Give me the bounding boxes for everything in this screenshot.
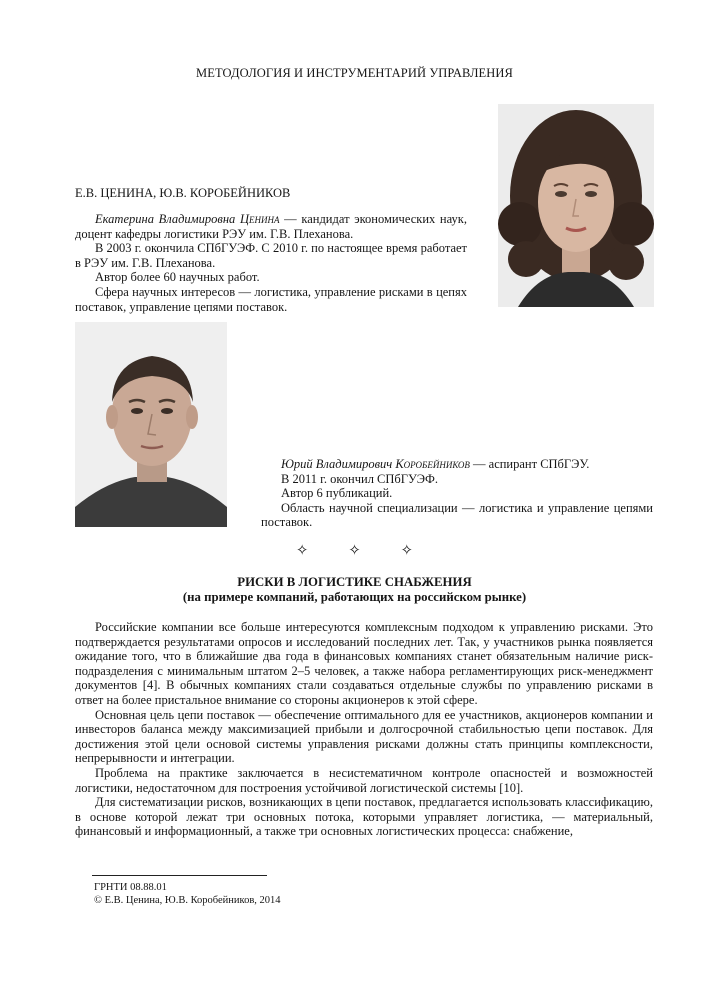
author2-bio-line: Автор 6 публикаций. [281,486,393,501]
footnotes [94,881,281,907]
grnti-code: ГРНТИ 08.88.01 [94,882,167,893]
article-title-block [0,575,709,605]
author2-bio-line: Область научной специализации — логистика и управление цепями поставок. [261,500,653,530]
article-title: РИСКИ В ЛОГИСТИКЕ СНАБЖЕНИЯ [237,575,472,589]
paragraph: Для систематизации рисков, возникающих в цепи поставок, предлагается использовать классификацию, в основе которой лежат три основных потока, которыми управляет логистика, — материальный, финансовый и информационный, а также три основных логистических процесса: снабжение, [75,795,653,839]
paragraph: Проблема на практике заключается в несистематичном контроле опасностей и возможностей логистики, недостаточном для построения устойчивой логистической системы [10]. [75,765,653,795]
author2-name: Юрий Владимирович [281,457,396,471]
article-subtitle: (на примере компаний, работающих на российском рынке) [182,590,527,604]
author1-photo [498,104,654,307]
author1-bio-line: Сфера научных интересов — логистика, управление рисками в цепях поставок, управление цепями поставок. [75,284,467,314]
author1-name: Екатерина Владимировна [95,212,240,226]
portrait-man-icon [75,322,227,527]
footnote-divider [92,875,267,876]
author2-bio [261,457,653,530]
author1-bio [75,212,467,314]
article-body [75,620,653,839]
copyright-notice: © Е.В. Ценина, Ю.В. Коробейников, 2014 [94,895,281,906]
running-header: МЕТОДОЛОГИЯ И ИНСТРУМЕНТАРИЙ УПРАВЛЕНИЯ [196,66,513,80]
author2-bio-line: В 2011 г. окончил СПбГУЭФ. [281,471,439,486]
author1-bio-text: — кандидат экономических наук, доцент кафедры логистики РЭУ им. Г.В. Плеханова. [75,212,467,241]
author2-photo [75,322,227,527]
author1-bio-line [75,212,467,241]
author1-bio-line: Автор более 60 научных работ. [95,270,260,285]
paragraph: Основная цель цепи поставок — обеспечение оптимального для ее участников, акционеров компании и инвесторов баланса между максимизацией прибыли и долгосрочной стабильностью цепи поставок. Для достижения этой цели основой системы управления рисками должны стать принципы комплексности, непрерывности и интеграции. [75,707,653,766]
authors-line: Е.В. ЦЕНИНА, Ю.В. КОРОБЕЙНИКОВ [75,186,291,200]
author2-bio-text: — аспирант СПбГЭУ. [469,457,590,471]
author1-surname: Ценина [239,212,280,226]
author1-bio-line: В 2003 г. окончила СПбГУЭФ. С 2010 г. по настоящее время работает в РЭУ им. Г.В. Плеханова. [75,241,467,270]
paragraph: Российские компании все больше интересуются комплексным подходом к управлению рисками. Это подтверждается результатами опросов и исследований последних лет. Так, у участников рынка появляется ожидание того, что в ближайшие два года в финансовых компаниях станет обязательным наличие риск-подразделения с минимальным штатом 2–5 человек, а также набора регламентирующих риск-менеджмент документов [4]. В обычных компаниях стали создаваться отдельные службы по управлению рисками в ответ на более пристальное внимание со стороны акционеров к этой сфере. [75,620,653,707]
portrait-woman-icon [498,104,654,307]
author2-bio-line [261,457,653,472]
section-separator: ✧ ✧ ✧ [295,543,432,559]
author2-surname: Коробейников [395,457,470,471]
